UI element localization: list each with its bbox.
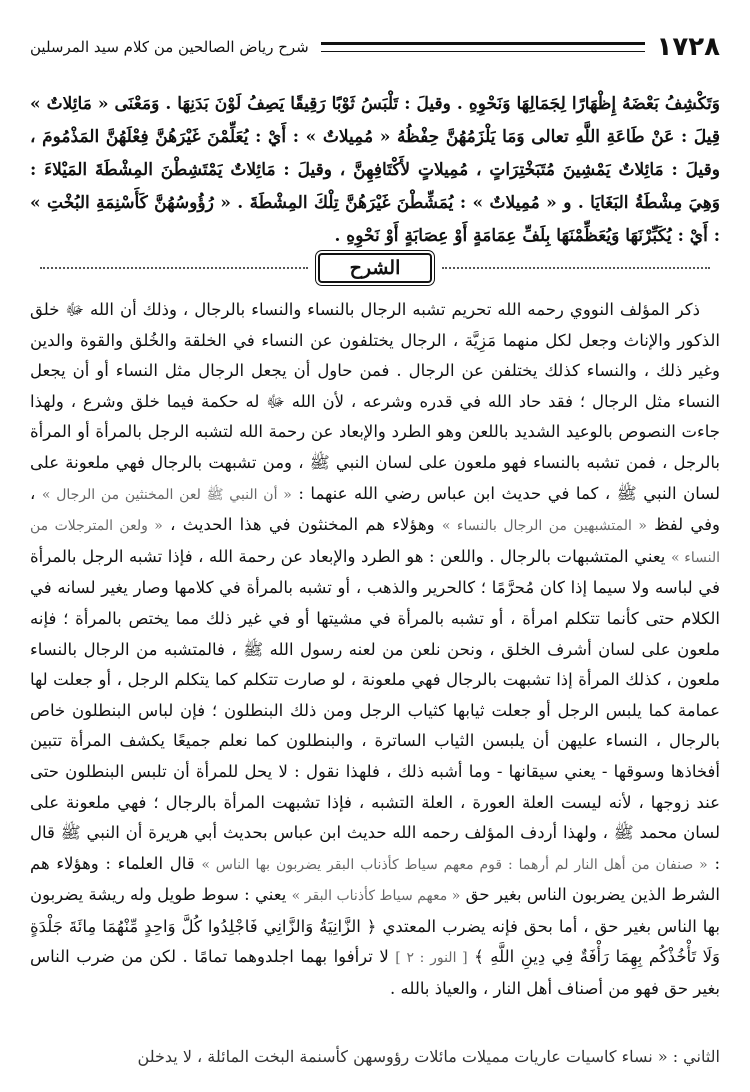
hadith-quote: « أن النبي ﷺ لعن المخنثين من الرجال » [41, 486, 292, 503]
quran-verse: ﴿ الزَّانِيَةُ وَالزَّانِي فَاجْلِدُوا كُلَّ وَاحِدٍ مِّنْهُمَا مِائَةَ جَلْدَةٍ وَلَا تَأْخُذْكُم بِهِمَا رَأْفَةٌ فِي دِينِ اللَّهِ ﴾ [30, 916, 721, 967]
hadith-quote: « نساء كاسيات عاريات مميلات مائلات رؤوسهن كأسنمة البخت المائلة ، لا يدخلن [137, 1047, 668, 1066]
paragraph-text: وهؤلاء هم المخنثون في هذا الحديث ، [170, 515, 435, 535]
hadith-quote: « صنفان من أهل النار لم أرهما : قوم معهم سياط كأذناب البقر يضربون بها الناس » [201, 856, 708, 873]
paragraph-text: ، وفي لفظ [30, 483, 721, 535]
running-title: شرح رياض الصالحين من كلام سيد المرسلين [30, 38, 309, 56]
commentary-paragraph [30, 295, 720, 1005]
page-number: ١٧٢٨ [656, 32, 720, 62]
section-divider [30, 248, 720, 288]
divider-line-right [442, 267, 710, 269]
hadith-quote: « المتشبهين من الرجال بالنساء » [441, 518, 647, 535]
paragraph-text: ذكر المؤلف النووي رحمه الله تحريم تشبه الرجال بالنساء والنساء بالرجال ، وذلك أن الله ﷻ خلق الذكور والإناث وجعل لكل منهما مَزِيَّة ، الرجال يختلفون عن النساء في الخلقة والخُلق والقوة والدين وغير ذلك ، والنساء كذلك يختلفن عن الرجال . فمن حاول أن يجعل الرجال مثل النساء أو أن يجعل النساء مثل الرجال ؛ فقد حاد الله في قدره وشرعه ، لأن الله ﷻ له حكمة فيما خلق وشرع ، ولهذا جاءت النصوص بالوعيد الشديد باللعن وهو الطرد والإبعاد عن رحمة الله لتشبه الرجل بالمرأة أو المرأة بالرجل ، فمن تشبه بالنساء فهو ملعون على لسان النبي ﷺ ، ومن تشبهت بالرجال فهي ملعونة على لسان النبي ﷺ ، كما في حديث ابن عباس رضي الله عنهما : [30, 300, 720, 503]
point-label: الثاني : [672, 1047, 720, 1066]
page-header [30, 30, 720, 64]
hadith-quote: « ولعن المترجلات من النساء » [30, 518, 720, 566]
section-title: الشرح [318, 253, 433, 283]
paragraph-text: يعني المتشبهات بالرجال . واللعن : هو الطرد والإبعاد عن رحمة الله ، فإذا تشبه الرجل بالمرأة في لباسه ولا سيما إذا كان مُحرَّمًا ؛ كالحرير والذهب ، أو تشبه بالمرأة في كلامها وصار يغير لسانه في الكلام حتى كأنما تتكلم امرأة ، أو تشبه بالمرأة في مشيتها أو في غير ذلك مما يختص بالمرأة ؛ فإنه ملعون على لسان أشرف الخلق ، ونحن نلعن من لعنه رسول الله ﷺ ، فالمتشبه من الرجال بالنساء ملعون ، كذلك المرأة إذا تشبهت بالرجال فهي ملعونة ، لو صارت تتكلم كما يتكلم الرجل ، أو جعلت لها عمامة كما يلبس الرجل أو جعلت ثيابها كثياب الرجل ومن ذلك البنطلون ؛ فإن لباس البنطلون خاص بالرجال ، النساء عليهن أن يلبسن الثياب الساترة ، والبنطلون كما نعلم جميعًا يكشف المرأة تتبين أفخاذها وسوقها - يعني سيقانها - وما أشبه ذلك ، فلهذا نقول : لا يحل للمرأة أن تلبس البنطلون حتى عند زوجها ، لأنه ليست العلة العورة ، العلة التشبه ، فإذا تشبهت المرأة بالرجال ؛ فهي ملعونة على لسان محمد ﷺ ، ولهذا أردف المؤلف رحمه الله حديث ابن عباس بحديث أبي هريرة أن النبي ﷺ قال : [30, 546, 720, 873]
commentary-body [30, 295, 720, 1005]
paragraph-text: لا ترأفوا بهما اجلدوهما تمامًا . لكن من ضرب الناس بغير حق فهو من أصناف أهل النار ، والعياذ بالله . [30, 947, 720, 999]
quran-reference: [ النور : ٢ ] [395, 950, 468, 967]
continuation-line [30, 1042, 720, 1072]
quoted-text-block: وَتَكْشِفُ بَعْضَهُ إِظْهَارًا لِجَمَالِهَا وَنَحْوِهِ . وقيلَ : تَلْبَسُ ثَوْبًا رَقِيقًا يَصِفُ لَوْنَ بَدَنِهَا . وَمَعْنَى « مَائِلاتٌ » قِيلَ : عَنْ طَاعَةِ اللَّهِ تعالى وَمَا يَلْزَمُهُنَّ حِفْظُهُ « مُمِيلاتٌ » : أَيْ : يُعَلِّمْنَ غَيْرَهُنَّ فِعْلَهُنَّ المَذْمُومَ ، وقيلَ : مَائِلاتٌ يَمْشِينَ مُتَبَخْتِرَاتٍ ، مُمِيلاتٍ لأَكْتَافِهِنَّ ، وقيلَ : مَائِلاتٌ يَمْتَشِطْنَ المِشْطَةَ المَيْلاءَ : وَهِيَ مِشْطَةُ البَغَايَا . و « مُمِيلاتٌ » : يُمَشِّطْنَ غَيْرَهُنَّ تِلْكَ المِشْطَةَ . « رُؤُوسُهُنَّ كَأَسْنِمَةِ البُخْتِ » : أَيْ : يُكَبِّرْنَهَا وَيُعَظِّمْنَهَا بِلَفِّ عِمَامَةٍ أَوْ عِصَابَةٍ أَوْ نَحْوِهِ . [30, 94, 720, 246]
paragraph-text: قال العلماء : وهؤلاء هم الشرط الذين يضربون الناس بغير حق [30, 853, 720, 905]
paragraph-text: يعني : سوط طويل وله ريشة يضربون بها الناس بغير حق ، أما بحق فإنه يضرب المعتدي [30, 885, 720, 936]
hadith-quote: « معهم سياط كأذناب البقر » [291, 888, 461, 905]
header-rule [321, 42, 645, 52]
divider-line-left [40, 267, 308, 269]
